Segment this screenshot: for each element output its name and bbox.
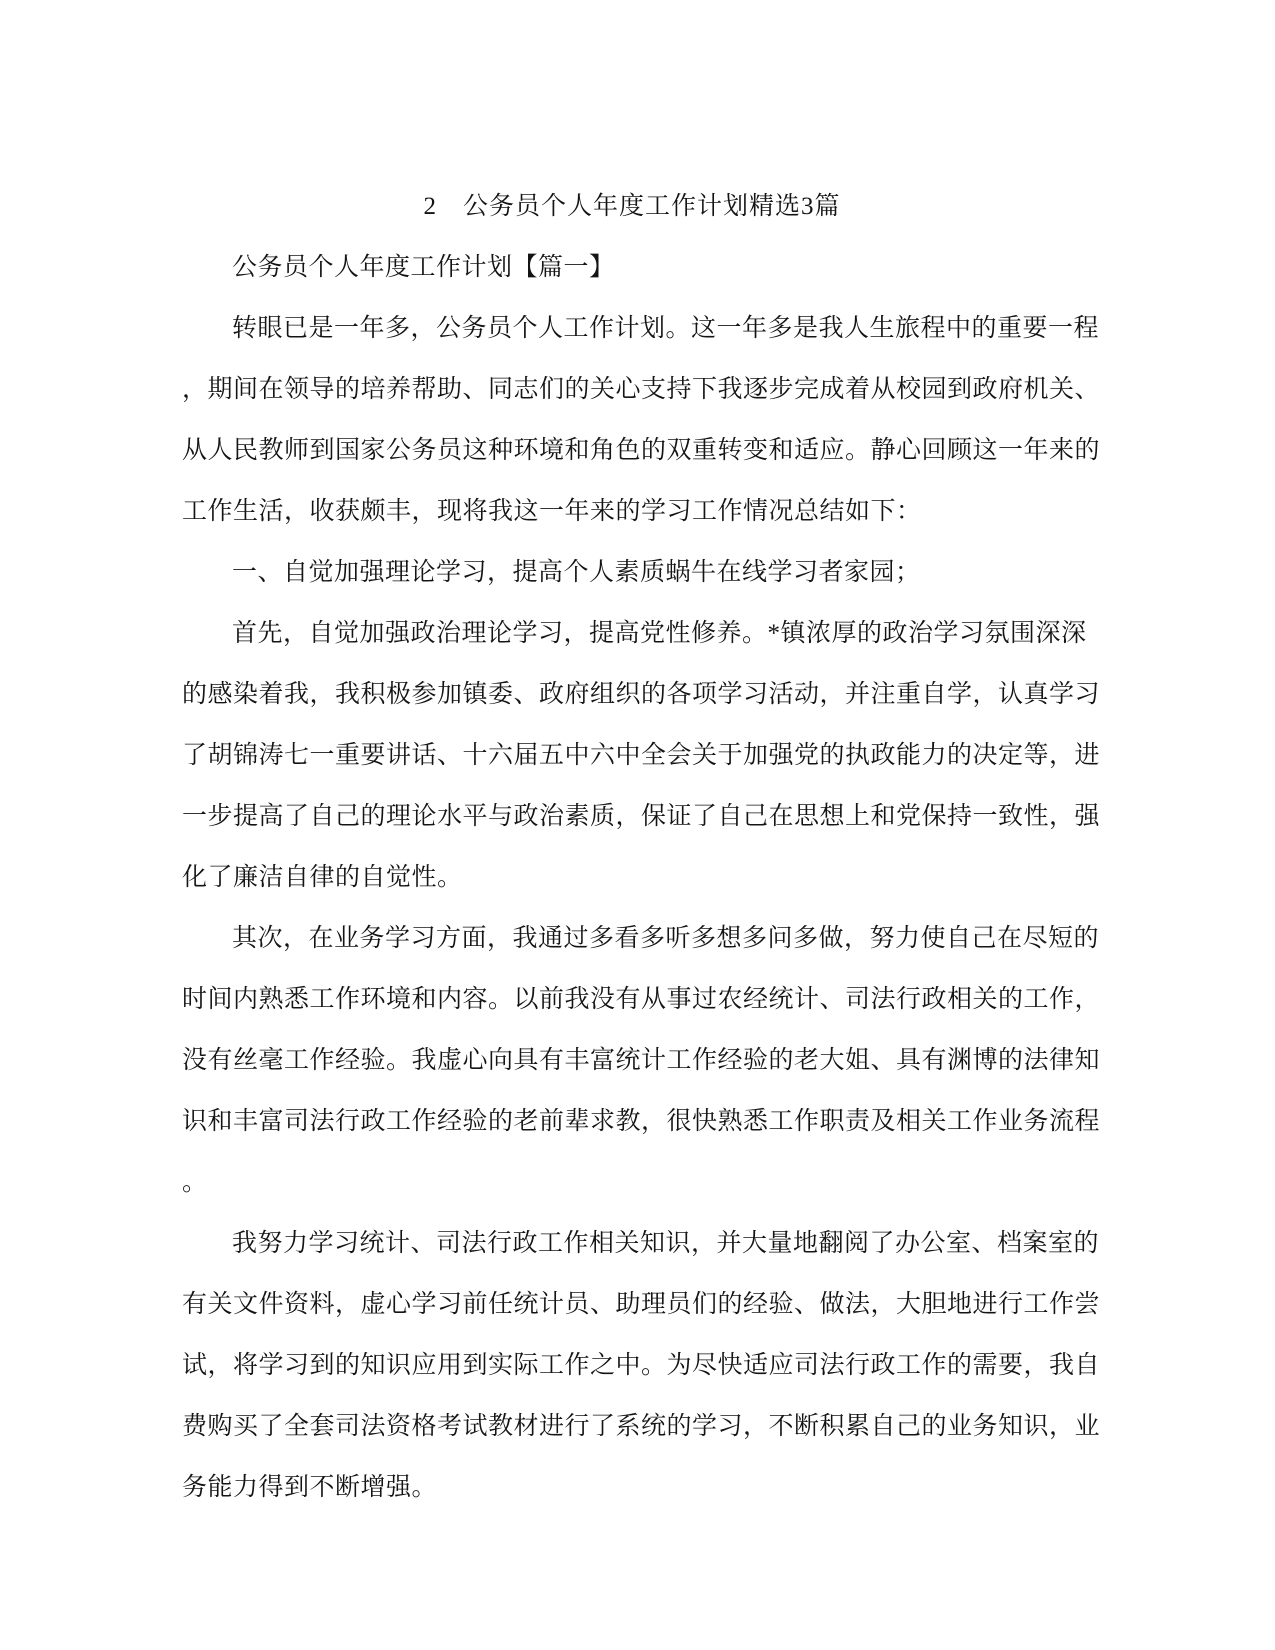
paragraph [182,1213,1101,1518]
section-heading [182,237,1082,298]
text-line: 转眼已是一年多，公务员个人工作计划。这一年多是我人生旅程中的重要一程 [232,315,1100,342]
text-line: 识和丰富司法行政工作经验的老前辈求教，很快熟悉工作职责及相关工作业务流程 [182,1108,1101,1135]
text-line: 试，将学习到的知识应用到实际工作之中。为尽快适应司法行政工作的需要，我自 [182,1352,1101,1379]
paragraph [182,603,1101,908]
text-line: 时间内熟悉工作环境和内容。以前我没有从事过农经统计、司法行政相关的工作， [182,986,1101,1013]
text-line: 了胡锦涛七一重要讲话、十六届五中六中全会关于加强党的执政能力的决定等，进 [182,742,1101,769]
paragraph [182,298,1101,542]
text-line: 。 [182,1169,208,1196]
text-line: 其次，在业务学习方面，我通过多看多听多想多问多做，努力使自己在尽短的 [232,925,1100,952]
text-line: 首先，自觉加强政治理论学习，提高党性修养。*镇浓厚的政治学习氛围深深 [232,620,1087,647]
document-body [182,237,1275,1518]
text-line: 费购买了全套司法资格考试教材进行了系统的学习，不断积累自己的业务知识，业 [182,1413,1101,1440]
text-line: 工作生活，收获颇丰，现将我这一年来的学习工作情况总结如下： [182,498,922,525]
paragraph [182,542,1082,603]
document-title: 2 公务员个人年度工作计划精选3篇 [423,193,841,220]
text-line: 从人民教师到国家公务员这种环境和角色的双重转变和适应。静心回顾这一年来的 [182,437,1101,464]
text-line: ，期间在领导的培养帮助、同志们的关心支持下我逐步完成着从校园到政府机关、 [182,376,1101,403]
text-line: 没有丝毫工作经验。我虚心向具有丰富统计工作经验的老大姐、具有渊博的法律知 [182,1047,1101,1074]
text-line: 一、自觉加强理论学习，提高个人素质蜗牛在线学习者家园； [232,559,921,586]
text-line: 一步提高了自己的理论水平与政治素质，保证了自己在思想上和党保持一致性，强 [182,803,1101,830]
text-line: 的感染着我，我积极参加镇委、政府组织的各项学习活动，并注重自学，认真学习 [182,681,1101,708]
text-line: 务能力得到不断增强。 [182,1474,438,1501]
text-line: 化了廉洁自律的自觉性。 [182,864,463,891]
text-line: 公务员个人年度工作计划【篇一】 [232,254,615,281]
paragraph [182,908,1101,1213]
text-line: 有关文件资料，虚心学习前任统计员、助理员们的经验、做法，大胆地进行工作尝 [182,1291,1101,1318]
text-line: 我努力学习统计、司法行政工作相关知识，并大量地翻阅了办公室、档案室的 [232,1230,1100,1257]
